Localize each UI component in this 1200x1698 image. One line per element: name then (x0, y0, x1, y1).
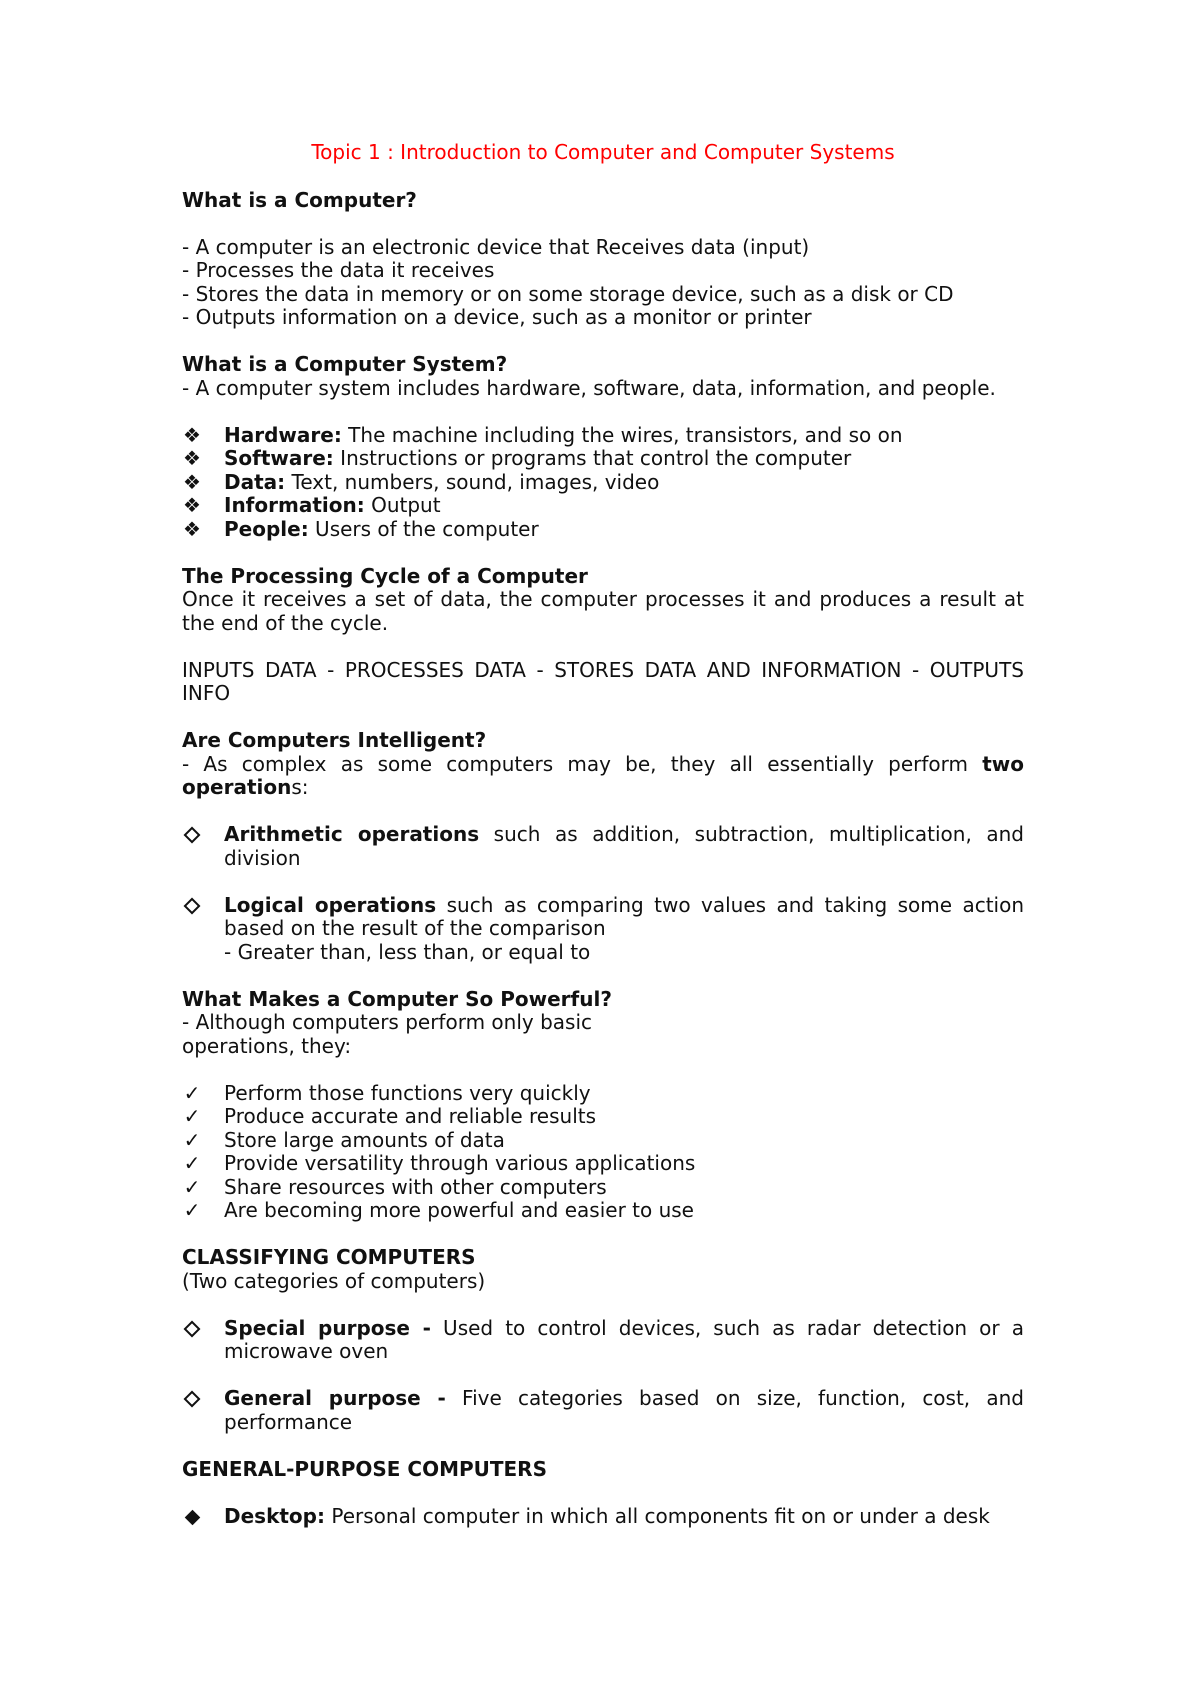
spacer (182, 1293, 1024, 1317)
spacer (182, 1364, 1024, 1388)
paragraph: Once it receives a set of data, the computer processes it and produces a result at the end of the cycle. (182, 587, 1024, 635)
item-text: Store large amounts of data (224, 1127, 505, 1152)
heading-processing-cycle: The Processing Cycle of a Computer (182, 563, 588, 588)
intro-bold: two operation (182, 751, 1024, 799)
spacer (182, 330, 1024, 354)
intro-text-end: s: (291, 775, 309, 799)
check-icon: ✓ (183, 1198, 201, 1222)
item-term: Desktop: (224, 1503, 325, 1528)
list-item (182, 447, 1024, 471)
spacer (182, 635, 1024, 659)
hollow-diamond-icon (182, 1387, 202, 1411)
item-term: Logical operations (224, 892, 437, 917)
list-item (182, 1505, 1024, 1529)
list-item (182, 1082, 1024, 1106)
diamond-bullet-icon: ❖ (183, 446, 201, 470)
heading-computer-system: What is a Computer System? (182, 352, 508, 376)
check-icon: ✓ (183, 1151, 201, 1175)
paragraph (182, 753, 1024, 800)
text-line: (Two categories of computers) (182, 1268, 486, 1293)
list-item (182, 1387, 1024, 1434)
item-term: Special purpose - (224, 1315, 431, 1340)
text-line: operations, they: (182, 1033, 352, 1058)
item-term: General purpose - (224, 1386, 446, 1410)
hollow-diamond-icon (182, 1317, 202, 1341)
item-text: Text, numbers, sound, images, video (285, 469, 660, 494)
text-line: - Outputs information on a device, such as a monitor or printer (182, 305, 812, 329)
spacer (182, 400, 1024, 424)
spacer (182, 870, 1024, 894)
list-item (182, 1129, 1024, 1153)
spacer (182, 1434, 1024, 1458)
item-term: Information: (224, 493, 365, 517)
item-text: Output (364, 493, 441, 517)
item-text: Used to control devices, such as radar detection or a microwave oven (224, 1315, 1024, 1363)
hollow-diamond-icon (182, 894, 202, 918)
intro-text: - As complex as some computers may be, they all essentially perform (182, 751, 983, 776)
text-line: - Although computers perform only basic (182, 1010, 592, 1034)
list-item (182, 1317, 1024, 1364)
check-icon: ✓ (183, 1104, 201, 1128)
item-text: Users of the computer (308, 516, 539, 541)
document-page (182, 141, 1024, 1528)
heading-powerful: What Makes a Computer So Powerful? (182, 986, 612, 1011)
check-icon: ✓ (183, 1080, 201, 1105)
check-icon: ✓ (183, 1174, 201, 1199)
diamond-bullet-icon: ❖ (183, 493, 201, 517)
hollow-diamond-icon (182, 823, 202, 847)
heading-classifying: CLASSIFYING COMPUTERS (182, 1245, 476, 1269)
list-item (182, 1199, 1024, 1223)
item-subtext: - Greater than, less than, or equal to (224, 939, 591, 964)
item-text: The machine including the wires, transistors, and so on (341, 422, 903, 447)
text-line: - A computer system includes hardware, software, data, information, and people. (182, 375, 996, 400)
spacer (182, 541, 1024, 565)
item-term: Hardware: (224, 422, 342, 447)
spacer (182, 1223, 1024, 1247)
item-term: People: (224, 516, 309, 541)
check-icon: ✓ (183, 1127, 201, 1152)
diamond-bullet-icon: ❖ (183, 422, 201, 447)
text-line: - Processes the data it receives (182, 258, 495, 282)
spacer (182, 212, 1024, 236)
item-term: Data: (224, 469, 286, 494)
spacer (182, 706, 1024, 730)
diamond-bullet-icon: ❖ (183, 469, 201, 494)
spacer (182, 800, 1024, 824)
item-text: Are becoming more powerful and easier to use (224, 1198, 694, 1222)
cycle-text: INPUTS DATA - PROCESSES DATA - STORES DATA AND INFORMATION - OUTPUTS INFO (182, 657, 1024, 705)
heading-intelligent: Are Computers Intelligent? (182, 728, 487, 752)
diamond-bullet-icon: ❖ (183, 516, 201, 541)
list-item (182, 424, 1024, 448)
spacer (182, 964, 1024, 988)
item-text: Instructions or programs that control the computer (333, 446, 852, 470)
spacer (182, 1058, 1024, 1082)
list-item (182, 518, 1024, 542)
spacer (182, 1481, 1024, 1505)
item-text: such as addition, subtraction, multiplication, and division (224, 822, 1025, 870)
list-item (182, 1105, 1024, 1129)
item-text: Share resources with other computers (224, 1174, 607, 1199)
item-text: such as comparing two values and taking some action based on the result of the comparison (224, 892, 1025, 940)
list-item (182, 494, 1024, 518)
item-term: Software: (224, 446, 334, 470)
item-term: Arithmetic operations (224, 822, 480, 846)
list-item (182, 894, 1024, 941)
list-item (182, 1152, 1024, 1176)
text-line: - Stores the data in memory or on some storage device, such as a disk or CD (182, 281, 954, 306)
list-item (182, 823, 1024, 870)
list-item (182, 1176, 1024, 1200)
item-text: Personal computer in which all components fit on or under a desk (325, 1503, 990, 1528)
heading-general-purpose: GENERAL-PURPOSE COMPUTERS (182, 1456, 547, 1481)
item-text: Perform those functions very quickly (224, 1080, 591, 1105)
item-text: Produce accurate and reliable results (224, 1104, 597, 1128)
list-item (182, 471, 1024, 495)
item-text: Five categories based on size, function, cost, and performance (224, 1386, 1024, 1434)
solid-diamond-icon (182, 1505, 202, 1529)
item-text: Provide versatility through various applications (224, 1151, 696, 1175)
heading-what-is-computer: What is a Computer? (182, 187, 417, 212)
text-line: - A computer is an electronic device that Receives data (input) (182, 234, 810, 259)
list-subitem (182, 941, 1024, 965)
document-title: Topic 1 : Introduction to Computer and Computer Systems (311, 140, 895, 164)
